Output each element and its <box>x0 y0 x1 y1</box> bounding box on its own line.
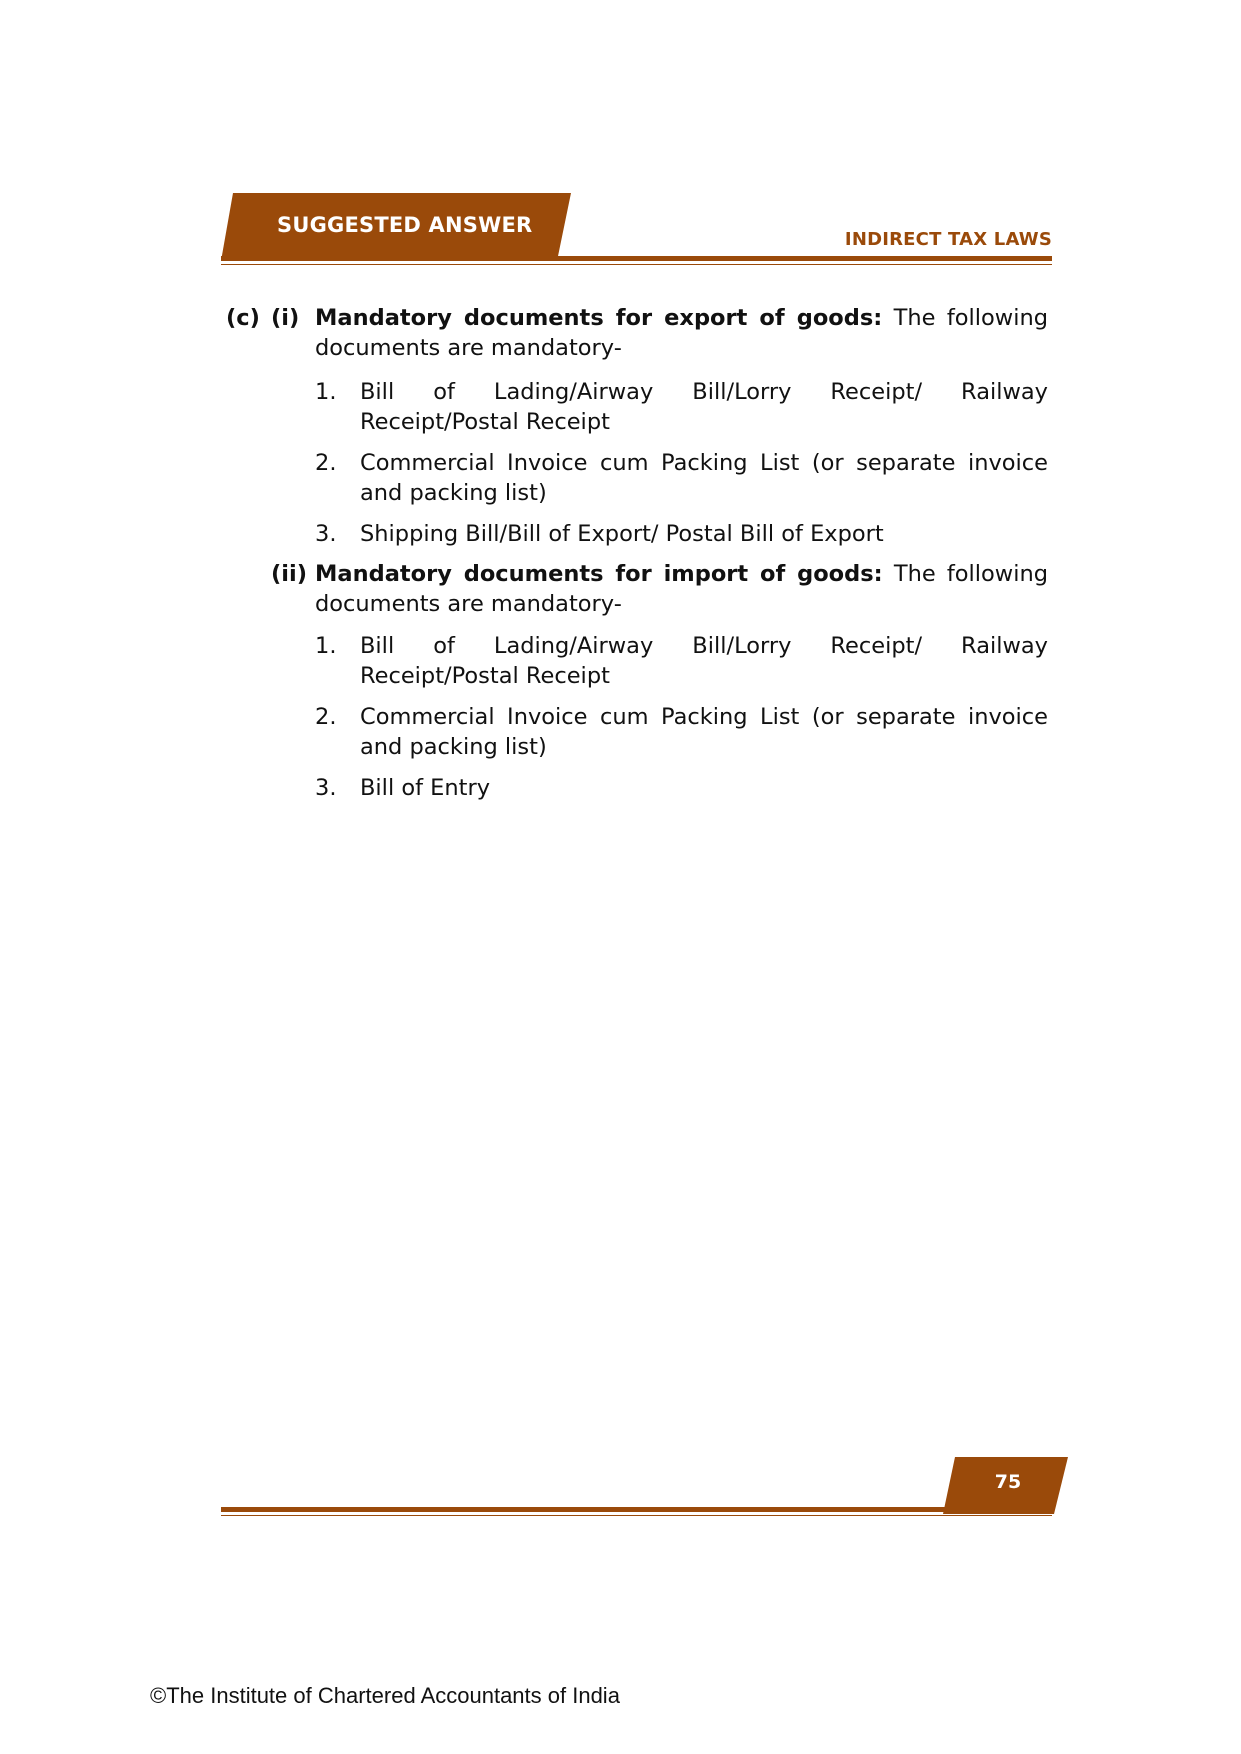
part2-heading: Mandatory documents for import of goods: <box>315 561 883 587</box>
copyright-notice: ©The Institute of Chartered Accountants of India <box>150 1683 620 1708</box>
list-item-number: 2. <box>315 704 337 730</box>
footer-rule-thin <box>221 1515 1052 1516</box>
part2-label: (ii) <box>271 561 307 587</box>
list-item-number: 1. <box>315 633 337 659</box>
footer-rule <box>221 1507 1052 1512</box>
list-item: Commercial Invoice cum Packing List (or separate invoice and packing list) <box>360 450 1048 506</box>
list-item-number: 3. <box>315 521 337 547</box>
list-item: Bill of Lading/Airway Bill/Lorry Receipt/ Railway Receipt/Postal Receipt <box>360 633 1048 689</box>
part2-paragraph <box>315 559 1048 619</box>
list-item: Bill of Entry <box>360 775 491 801</box>
part1-intro: The following documents are mandatory- <box>315 305 1049 361</box>
list-item: Commercial Invoice cum Packing List (or separate invoice and packing list) <box>360 704 1048 760</box>
part1-paragraph <box>315 303 1048 363</box>
page-number: 75 <box>994 1471 1022 1493</box>
list-item-number: 3. <box>315 775 337 801</box>
header-tab-label: SUGGESTED ANSWER <box>277 213 533 237</box>
subject-title: INDIRECT TAX LAWS <box>844 229 1052 250</box>
list-item: Bill of Lading/Airway Bill/Lorry Receipt/ Railway Receipt/Postal Receipt <box>360 379 1048 435</box>
question-label: (c) <box>226 305 260 331</box>
header-rule-thin <box>221 264 1052 265</box>
list-item-number: 2. <box>315 450 337 476</box>
list-item: Shipping Bill/Bill of Export/ Postal Bill of Export <box>360 521 884 547</box>
part1-heading: Mandatory documents for export of goods: <box>315 305 883 331</box>
part2-intro: The following documents are mandatory- <box>315 561 1048 617</box>
list-item-number: 1. <box>315 379 337 405</box>
header-rule <box>221 256 1052 261</box>
part1-label: (i) <box>271 305 300 331</box>
